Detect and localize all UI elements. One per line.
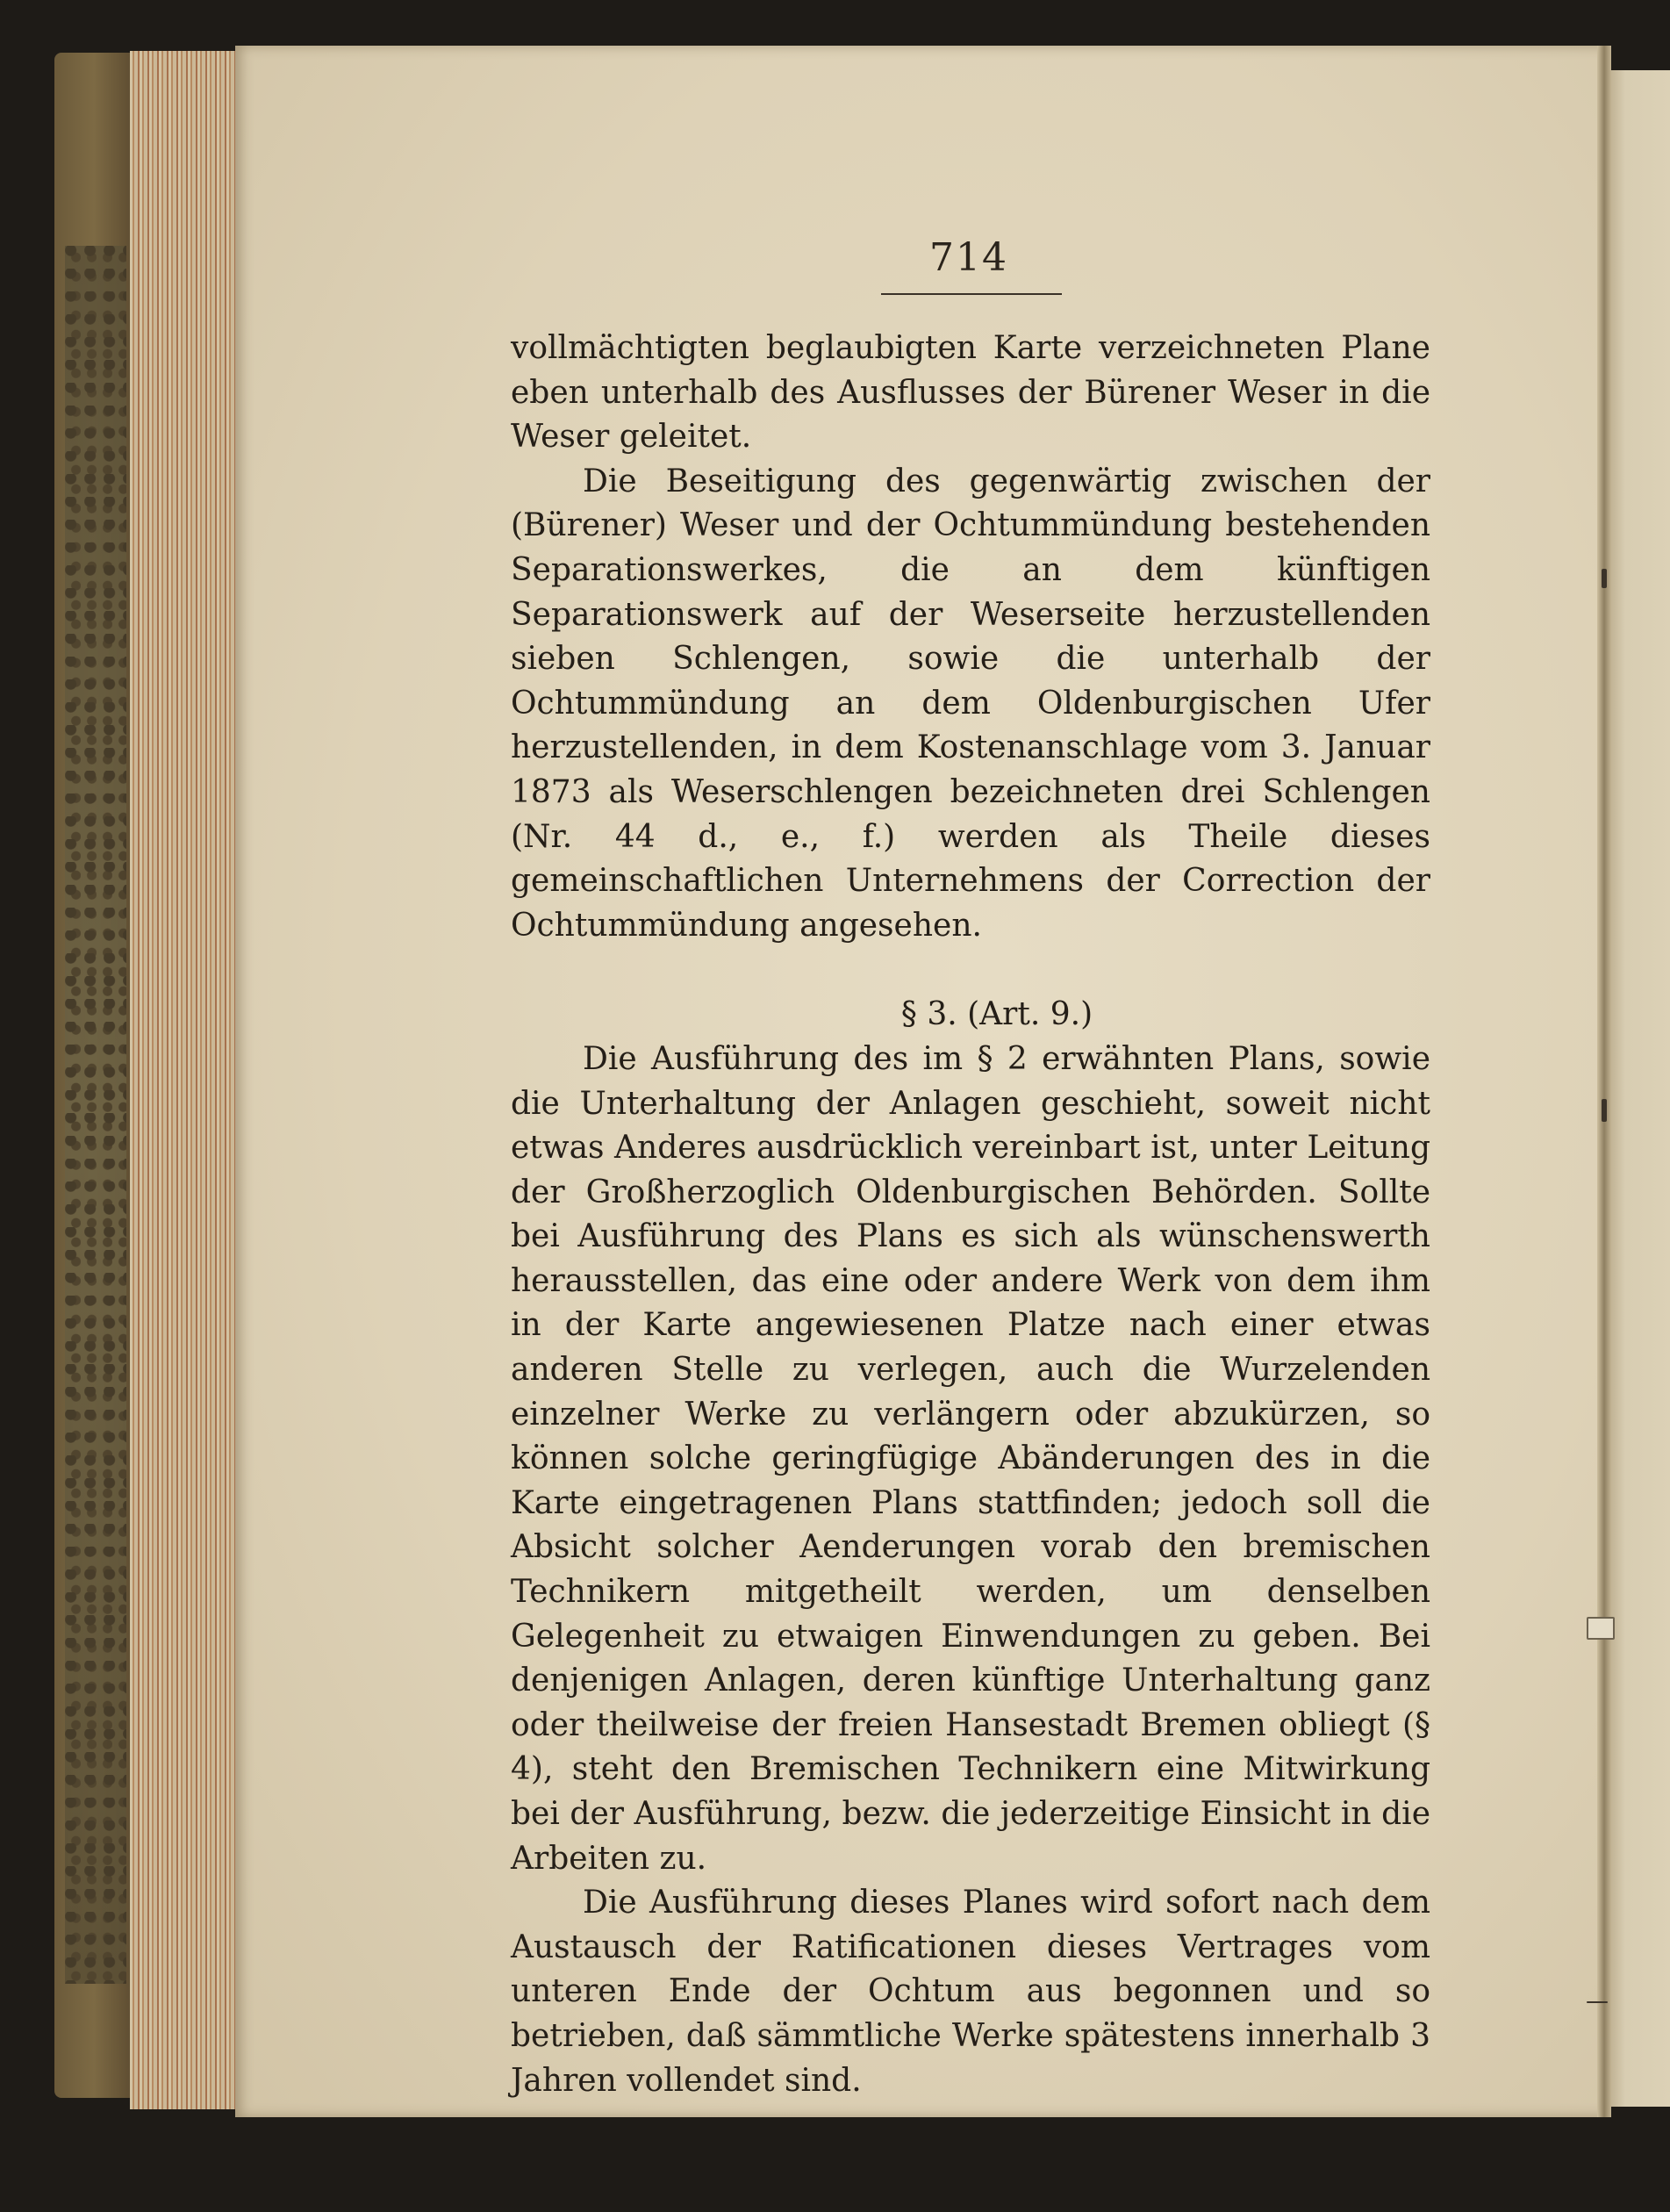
marbled-cover [65, 246, 126, 1984]
section-heading: § 3. (Art. 9.) [900, 996, 1093, 1033]
facing-page [1606, 70, 1670, 2107]
page-number-rule [881, 293, 1062, 295]
binding-mark [1587, 2001, 1608, 2003]
binding-thread-knot [1587, 1617, 1615, 1640]
binding-thread-mark [1602, 1099, 1607, 1122]
paragraph-continuation: vollmächtigten beglaubigten Karte verzeichneten Plane eben unterhalb des Ausflusses der Bürener Weser in die Weser geleitet. [511, 330, 1430, 456]
page-text [511, 327, 1430, 2103]
page-gutter [1597, 46, 1611, 2117]
paragraph: Die Ausführung des im § 2 erwähnten Plans, sowie die Unterhaltung der Anlagen geschieht, soweit nicht etwas Anderes ausdrücklich vereinbart ist, unter Leitung der Großherzoglich Oldenburgischen Behörden. Sollte bei Ausführung des Plans es sich als wünschenswerth herausstellen, das eine oder andere Werk von dem ihm in der Karte angewiesenen Platze nach einer etwas anderen Stelle zu verlegen, auch die Wurzelenden einzelner Werke zu verlängern oder abzukürzen, so können solche geringfügige Abänderungen des in die Karte eingetragenen Plans stattfinden; jedoch soll die Absicht solcher Aenderungen vorab den bremischen Technikern mitgetheilt werden, um denselben Gelegenheit zu etwaigen Einwendungen zu geben. Bei denjenigen Anlagen, deren künftige Unterhaltung ganz oder theilweise der freien Hansestadt Bremen obliegt (§ 4), steht den Bremischen Technikern eine Mitwirkung bei der Ausführung, bezw. die jederzeitige Einsicht in die Arbeiten zu. [511, 1040, 1430, 1877]
page-number: 714 [929, 235, 1008, 280]
binding-thread-mark [1602, 569, 1607, 588]
page-edges [130, 51, 244, 2109]
paragraph: Die Ausführung dieses Planes wird sofort nach dem Austausch der Ratificationen dieses Vertrages vom unteren Ende der Ochtum aus begonnen und so betrieben, daß sämmtliche Werke spätestens innerhalb 3 Jahren vollendet sind. [511, 1885, 1430, 2099]
paragraph: Die Beseitigung des gegenwärtig zwischen der (Bürener) Weser und der Ochtummündung bestehenden Separationswerkes, die an dem künftigen Separationswerk auf der Weserseite herzustellenden sieben Schlengen, sowie die unterhalb der Ochtummündung an dem Oldenburgischen Ufer herzustellenden, in dem Kostenanschlage vom 3. Januar 1873 als Weserschlengen bezeichneten drei Schlengen (Nr. 44 d., e., f.) werden als Theile dieses gemeinschaftlichen Unternehmens der Correction der Ochtummündung angesehen. [511, 463, 1430, 944]
